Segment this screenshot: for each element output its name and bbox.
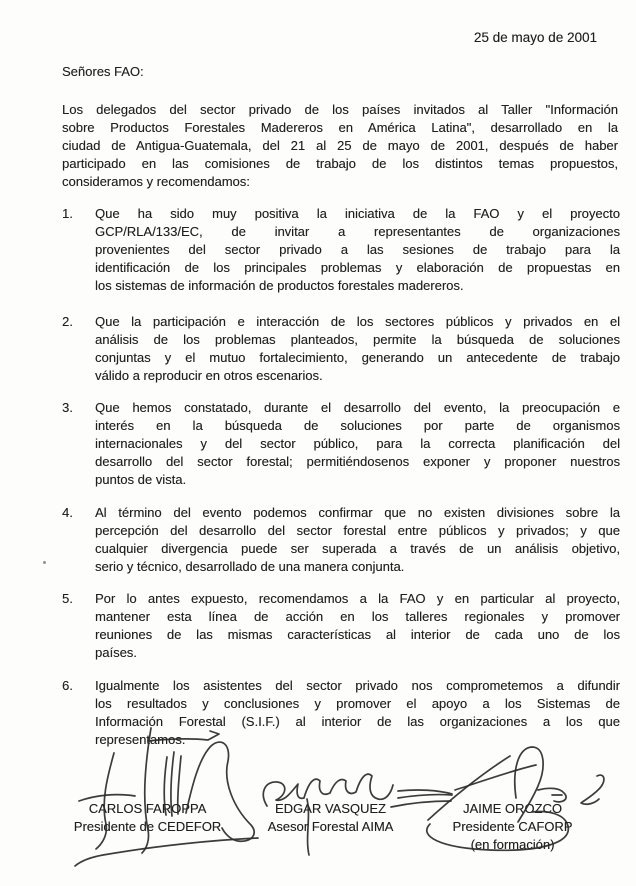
item-text: Igualmente los asistentes del sector privado nos comprometemos a difundir los resultados y conclusiones y promover el apoyo a los Sistemas de Información Forestal (S.I.F.) al interior de las organizaciones a los que representamos. xyxy=(95,678,620,747)
date-line: 25 de mayo de 2001 xyxy=(473,30,597,45)
item-text: Por lo antes expuesto, recomendamos a la FAO y en particular al proyecto, mantener esta línea de acción en los talleres regionales y promover reuniones de las mismas características al interior de cada uno de los países. xyxy=(95,591,620,660)
item-number: 5. xyxy=(62,591,73,606)
orozco-left-mark xyxy=(398,790,452,798)
list-item-1 xyxy=(62,205,620,295)
salutation: Señores FAO: xyxy=(62,64,144,79)
orozco-crossbar xyxy=(455,765,536,790)
list-item-4 xyxy=(62,504,620,576)
signer-subtitle: (en formación) xyxy=(470,837,555,852)
item-text: Al término del evento podemos confirmar que no existen divisiones sobre la percepción del desarrollo del sector forestal entre públicos y privados; y que cualquier divergencia puede ser superada a través de un análisis objetivo, serio y técnico, desarrollado de una manera conjunta. xyxy=(95,505,620,574)
signer-title: Asesor Forestal AIMA xyxy=(267,819,394,834)
scan-speck xyxy=(43,561,46,564)
item-number: 6. xyxy=(62,678,73,693)
item-text: Que hemos constatado, durante el desarrollo del evento, la preocupación e interés en la búsqueda de soluciones por parte de organismos internacionales y del sector público, para la correcta planificación del desarrollo del sector forestal; permitiéndosenos exponer y proponer nuestros puntos de vista. xyxy=(95,400,620,487)
item-text: Que la participación e interacción de los sectores públicos y privados en el análisis de los problemas planteados, permite la búsqueda de soluciones conjuntas y el mutuo fortalecimiento, generando un antecedente de trabajo válido a reproducir en otros escenarios. xyxy=(95,314,620,383)
signer-name: EDGAR VASQUEZ xyxy=(274,801,386,816)
list-item-6 xyxy=(62,677,620,749)
signature-block-carlos-faroppa xyxy=(40,800,255,836)
signature-block-jaime-orozco xyxy=(420,800,605,854)
item-number: 3. xyxy=(62,400,73,415)
list-item-5 xyxy=(62,590,620,662)
list-item-2 xyxy=(62,313,620,385)
item-number: 1. xyxy=(62,206,73,221)
faroppa-underline-swoosh xyxy=(75,838,258,866)
signer-title: Presidente de CEDEFOR xyxy=(73,819,222,834)
signer-title: Presidente CAFORP xyxy=(452,819,573,834)
signer-name: CARLOS FAROPPA xyxy=(88,801,207,816)
item-text: Que ha sido muy positiva la iniciativa de la FAO y el proyecto GCP/RLA/133/EC, de invitar a representantes de organizaciones provenientes del sector privado a las sesiones de trabajo para la identificación de los principales problemas y elaboración de propuestas en los sistemas de información de productos forestales madereros. xyxy=(95,206,620,293)
signature-block-edgar-vasquez xyxy=(243,800,418,836)
item-number: 4. xyxy=(62,505,73,520)
item-number: 2. xyxy=(62,314,73,329)
signer-name: JAIME OROZCO xyxy=(463,801,562,816)
intro-paragraph: Los delegados del sector privado de los países invitados al Taller "Información sobre Productos Forestales Madereros en América Latina", desarrollado en la ciudad de Antigua-Guatemala, del 21 al 25 de mayo de 2001, después de haber participado en las comisiones de trabajo de los distintos temas propuestos, consideramos y recomendamos: xyxy=(62,102,618,189)
list-item-3 xyxy=(62,399,620,489)
